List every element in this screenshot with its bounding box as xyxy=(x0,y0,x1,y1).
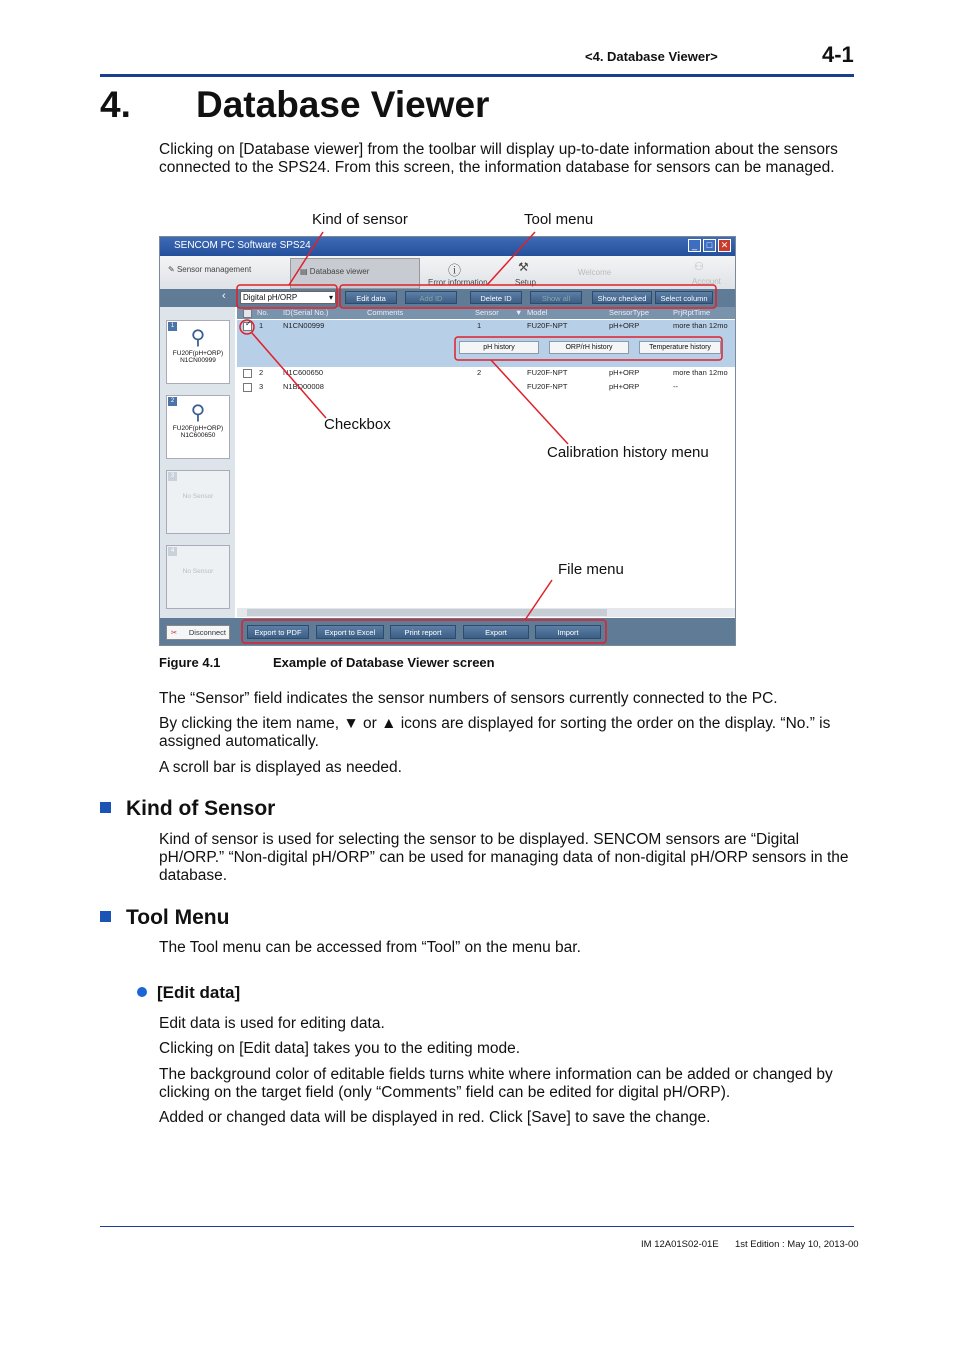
show-all-button[interactable]: Show all xyxy=(530,291,582,304)
round-bullet-icon xyxy=(137,987,147,997)
sensor-probe-icon: ⚲ xyxy=(190,402,206,424)
cell-id: N1C600650 xyxy=(283,368,324,377)
section-heading: Tool Menu xyxy=(100,906,229,930)
sensor-sidebar xyxy=(160,307,235,646)
toolbar-database-viewer[interactable]: ▤ Database viewer xyxy=(300,267,370,276)
cell-no: 2 xyxy=(259,368,264,377)
sort-down-icon: ▼ xyxy=(515,308,523,317)
check-icon: ✓ xyxy=(245,319,252,328)
cell-sensor: 2 xyxy=(477,368,482,377)
cell-time: -- xyxy=(673,382,678,391)
sensor-slot-number: 1 xyxy=(168,322,177,331)
database-viewer-screenshot xyxy=(159,236,736,646)
cell-model: FU20F-NPT xyxy=(527,321,568,330)
chapter-number: 4. xyxy=(100,84,131,125)
horizontal-scrollbar[interactable] xyxy=(237,608,735,617)
chevron-left-icon[interactable]: ‹ xyxy=(222,290,226,302)
account-icon: ⚇ xyxy=(694,261,704,273)
sensor-slot-number: 3 xyxy=(168,472,177,481)
paragraph: The Tool menu can be accessed from “Tool” on the menu bar. xyxy=(159,939,581,956)
square-bullet-icon xyxy=(100,802,111,813)
toolbar-account[interactable]: Account xyxy=(692,277,721,286)
column-model[interactable]: Model xyxy=(527,308,548,317)
table-row[interactable] xyxy=(237,367,735,380)
square-bullet-icon xyxy=(100,911,111,922)
sensor-card-empty xyxy=(166,470,230,534)
sensor-slot-number: 2 xyxy=(168,397,177,406)
select-all-checkbox[interactable] xyxy=(243,309,252,318)
paragraph: Clicking on [Edit data] takes you to the editing mode. xyxy=(159,1040,521,1057)
column-id[interactable]: ID(Serial No.) xyxy=(283,308,329,317)
info-icon: ⓘ xyxy=(448,263,462,278)
header-rule xyxy=(100,74,854,77)
scrollbar-thumb[interactable] xyxy=(247,609,607,616)
file-bar xyxy=(160,618,735,646)
close-icon[interactable]: ✕ xyxy=(718,239,731,252)
toolbar-error-information[interactable]: Error information xyxy=(428,278,488,287)
cell-no: 3 xyxy=(259,382,264,391)
disconnect-icon: ✂ xyxy=(171,628,178,637)
edit-data-button[interactable]: Edit data xyxy=(345,291,397,304)
disconnect-button[interactable]: ✂ Disconnect xyxy=(166,625,230,640)
app-toolbar xyxy=(160,256,735,289)
page-number: 4-1 xyxy=(822,42,854,67)
callout-tool-menu: Tool menu xyxy=(524,211,594,228)
delete-id-button[interactable]: Delete ID xyxy=(470,291,522,304)
footer-rule xyxy=(100,1226,854,1227)
cell-model: FU20F-NPT xyxy=(527,382,568,391)
add-id-button[interactable]: Add ID xyxy=(405,291,457,304)
paragraph: The background color of editable fields turns white where information can be added or changed by clicking on the target field (only “Comments” field can be edited for digital pH/ORP). xyxy=(159,1066,833,1101)
setup-tool-icon: ⚒ xyxy=(518,260,529,274)
cell-type: pH+ORP xyxy=(609,321,640,330)
running-header-section: <4. Database Viewer> xyxy=(585,49,718,64)
sensor-card-id: N1C600650 xyxy=(180,432,216,439)
sensor-card-label: No Sensor xyxy=(182,493,214,500)
page-title xyxy=(100,84,489,126)
chevron-down-icon: ▾ xyxy=(328,293,333,302)
column-sensor[interactable]: Sensor xyxy=(475,308,499,317)
cell-time: more than 12mo xyxy=(673,321,728,330)
window-titlebar xyxy=(160,237,735,256)
cell-id: N1CN00999 xyxy=(283,321,325,330)
cell-type: pH+ORP xyxy=(609,368,640,377)
figure-caption-label: Figure 4.1 xyxy=(159,655,221,670)
paragraph: Added or changed data will be displayed in red. Click [Save] to save the change. xyxy=(159,1109,711,1126)
kind-of-sensor-select[interactable]: Digital pH/ORP ▾ xyxy=(240,291,336,304)
export-to-pdf-button[interactable]: Export to PDF xyxy=(247,625,309,639)
row-checkbox[interactable] xyxy=(243,383,252,392)
column-comments[interactable]: Comments xyxy=(367,308,404,317)
sensor-card-empty xyxy=(166,545,230,609)
sensor-card-label: FU20F(pH+ORP) xyxy=(172,425,224,432)
chapter-title: Database Viewer xyxy=(196,84,490,125)
paragraph: By clicking the item name, ▼ or ▲ icons are displayed for sorting the order on the display. “No.” is assigned automatically. xyxy=(159,715,831,750)
subsection-heading: [Edit data] xyxy=(137,983,240,1003)
orp-rh-history-button[interactable]: ORP/rH history xyxy=(549,341,629,354)
cell-model: FU20F-NPT xyxy=(527,368,568,377)
paragraph: A scroll bar is displayed as needed. xyxy=(159,759,402,776)
sensor-card-label: FU20F(pH+ORP) xyxy=(172,350,224,357)
column-no[interactable]: No. xyxy=(257,308,269,317)
sensor-card-id: N1CN00999 xyxy=(180,357,216,364)
callout-calibration-history-menu: Calibration history menu xyxy=(547,444,709,461)
column-prjrpttime[interactable]: PrjRptTime xyxy=(673,308,711,317)
export-button[interactable]: Export xyxy=(463,625,529,639)
toolbar-welcome[interactable]: Welcome xyxy=(578,268,612,277)
select-column-button[interactable]: Select column xyxy=(655,291,713,304)
sensor-probe-icon: ⚲ xyxy=(190,327,206,349)
grid-header xyxy=(237,307,735,319)
table-row[interactable] xyxy=(237,320,735,333)
column-sensor-type[interactable]: SensorType xyxy=(609,308,650,317)
callout-kind-of-sensor: Kind of sensor xyxy=(312,211,408,228)
paragraph: The “Sensor” field indicates the sensor numbers of sensors currently connected to the PC. xyxy=(159,690,778,707)
temperature-history-button[interactable]: Temperature history xyxy=(639,341,721,354)
sensor-card-label: No Sensor xyxy=(182,568,214,575)
maximize-icon[interactable]: □ xyxy=(703,239,716,252)
figure-caption-text: Example of Database Viewer screen xyxy=(273,655,495,670)
intro-paragraph: Clicking on [Database viewer] from the toolbar will display up-to-date information about the sensors connected to the SPS24. From this screen, the information database for sensors can be managed. xyxy=(159,141,838,176)
calibration-history-bar xyxy=(237,333,735,367)
sensor-slot-number: 4 xyxy=(168,547,177,556)
sensor-card[interactable] xyxy=(166,395,230,459)
tool-bar xyxy=(160,289,735,307)
wrench-icon: ✎ xyxy=(168,265,175,274)
paragraph: Edit data is used for editing data. xyxy=(159,1015,385,1032)
cell-type: pH+ORP xyxy=(609,382,640,391)
table-row[interactable] xyxy=(237,381,735,394)
print-report-button[interactable]: Print report xyxy=(390,625,456,639)
import-button[interactable]: Import xyxy=(535,625,601,639)
section-heading: Kind of Sensor xyxy=(100,797,275,821)
window-title: SENCOM PC Software SPS24 xyxy=(174,240,311,251)
footer-edition: 1st Edition : May 10, 2013-00 xyxy=(735,1239,859,1250)
callout-file-menu: File menu xyxy=(558,561,624,578)
cell-id: N1BD00008 xyxy=(283,382,324,391)
toolbar-sensor-management[interactable]: ✎ Sensor management xyxy=(168,265,252,274)
minimize-icon[interactable]: _ xyxy=(688,239,701,252)
export-to-excel-button[interactable]: Export to Excel xyxy=(316,625,384,639)
footer-doc-id: IM 12A01S02-01E xyxy=(641,1239,719,1250)
database-icon: ▤ xyxy=(300,267,308,276)
cell-sensor: 1 xyxy=(477,321,482,330)
paragraph: Kind of sensor is used for selecting the sensor to be displayed. SENCOM sensors are “Digital pH/ORP.” “Non-digital pH/ORP” can be used for managing data of non-digital pH/ORP sensors in the database. xyxy=(159,831,849,884)
toolbar-setup[interactable]: Setup xyxy=(515,278,536,287)
cell-time: more than 12mo xyxy=(673,368,728,377)
cell-no: 1 xyxy=(259,321,264,330)
show-checked-button[interactable]: Show checked xyxy=(592,291,652,304)
ph-history-button[interactable]: pH history xyxy=(459,341,539,354)
callout-checkbox: Checkbox xyxy=(324,416,391,433)
row-checkbox[interactable] xyxy=(243,369,252,378)
sensor-card[interactable] xyxy=(166,320,230,384)
